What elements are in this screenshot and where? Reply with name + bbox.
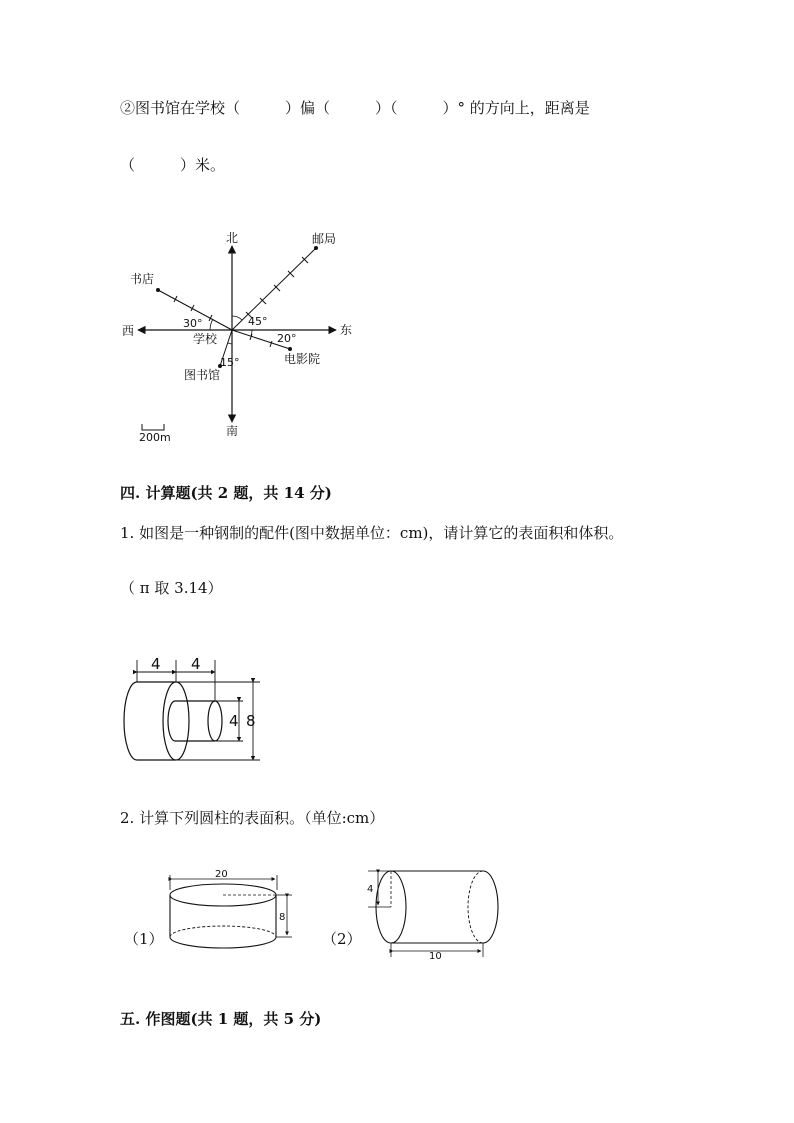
north-label: 北 bbox=[226, 231, 239, 245]
scale-label: 200m bbox=[139, 431, 171, 444]
len-1: 4 bbox=[151, 655, 161, 673]
direction-map bbox=[118, 225, 368, 445]
school-label: 学校 bbox=[193, 332, 218, 346]
cinema-ticks bbox=[250, 334, 272, 347]
cylinder-2-figure bbox=[360, 862, 505, 960]
bookstore-label: 书店 bbox=[130, 272, 155, 286]
cylinder-1-label: （1） bbox=[124, 930, 164, 948]
angle-library: 15° bbox=[220, 356, 240, 369]
angle-post-office: 45° bbox=[248, 315, 268, 328]
cylinder-2-label: （2） bbox=[322, 930, 362, 948]
cinema-label: 电影院 bbox=[284, 352, 321, 366]
angle-cinema: 20° bbox=[277, 332, 297, 345]
section5-heading: 五. 作图题(共 1 题，共 5 分) bbox=[120, 1010, 322, 1028]
cylinder-2-radius: 4 bbox=[367, 884, 374, 895]
cylinder-1-height: 8 bbox=[279, 912, 286, 923]
cinema-point bbox=[288, 347, 292, 351]
question-1: 1. 如图是一种钢制的配件(图中数据单位：cm)，请计算它的表面积和体积。 bbox=[120, 524, 624, 542]
post-office-ticks bbox=[246, 257, 308, 318]
post-office-point bbox=[314, 246, 318, 250]
question-1-pi: （ π 取 3.14） bbox=[120, 579, 223, 597]
scale-bar bbox=[142, 424, 164, 430]
len-2: 4 bbox=[191, 655, 201, 673]
angle-bookstore: 30° bbox=[183, 317, 203, 330]
post-office-label: 邮局 bbox=[312, 232, 337, 246]
question-library-direction: ②图书馆在学校（ ）偏（ ）（ ）° 的方向上，距离是 bbox=[120, 99, 590, 117]
cylinder-2-length: 10 bbox=[429, 951, 442, 962]
section4-heading: 四. 计算题(共 2 题，共 14 分) bbox=[120, 484, 332, 502]
west-label: 西 bbox=[122, 324, 135, 338]
post-office-line bbox=[232, 248, 316, 330]
cylinder-1-diameter: 20 bbox=[215, 869, 228, 880]
bookstore-point bbox=[156, 288, 160, 292]
steel-part-figure bbox=[120, 648, 270, 766]
question-library-distance: （ ）米。 bbox=[120, 156, 226, 174]
outer-diameter: 8 bbox=[246, 712, 256, 730]
question-2: 2. 计算下列圆柱的表面积。（单位:cm） bbox=[120, 809, 385, 827]
inner-diameter: 4 bbox=[229, 712, 239, 730]
east-label: 东 bbox=[340, 323, 353, 337]
south-label: 南 bbox=[226, 424, 239, 438]
library-label: 图书馆 bbox=[184, 368, 221, 382]
cylinder-1-figure bbox=[160, 862, 300, 956]
